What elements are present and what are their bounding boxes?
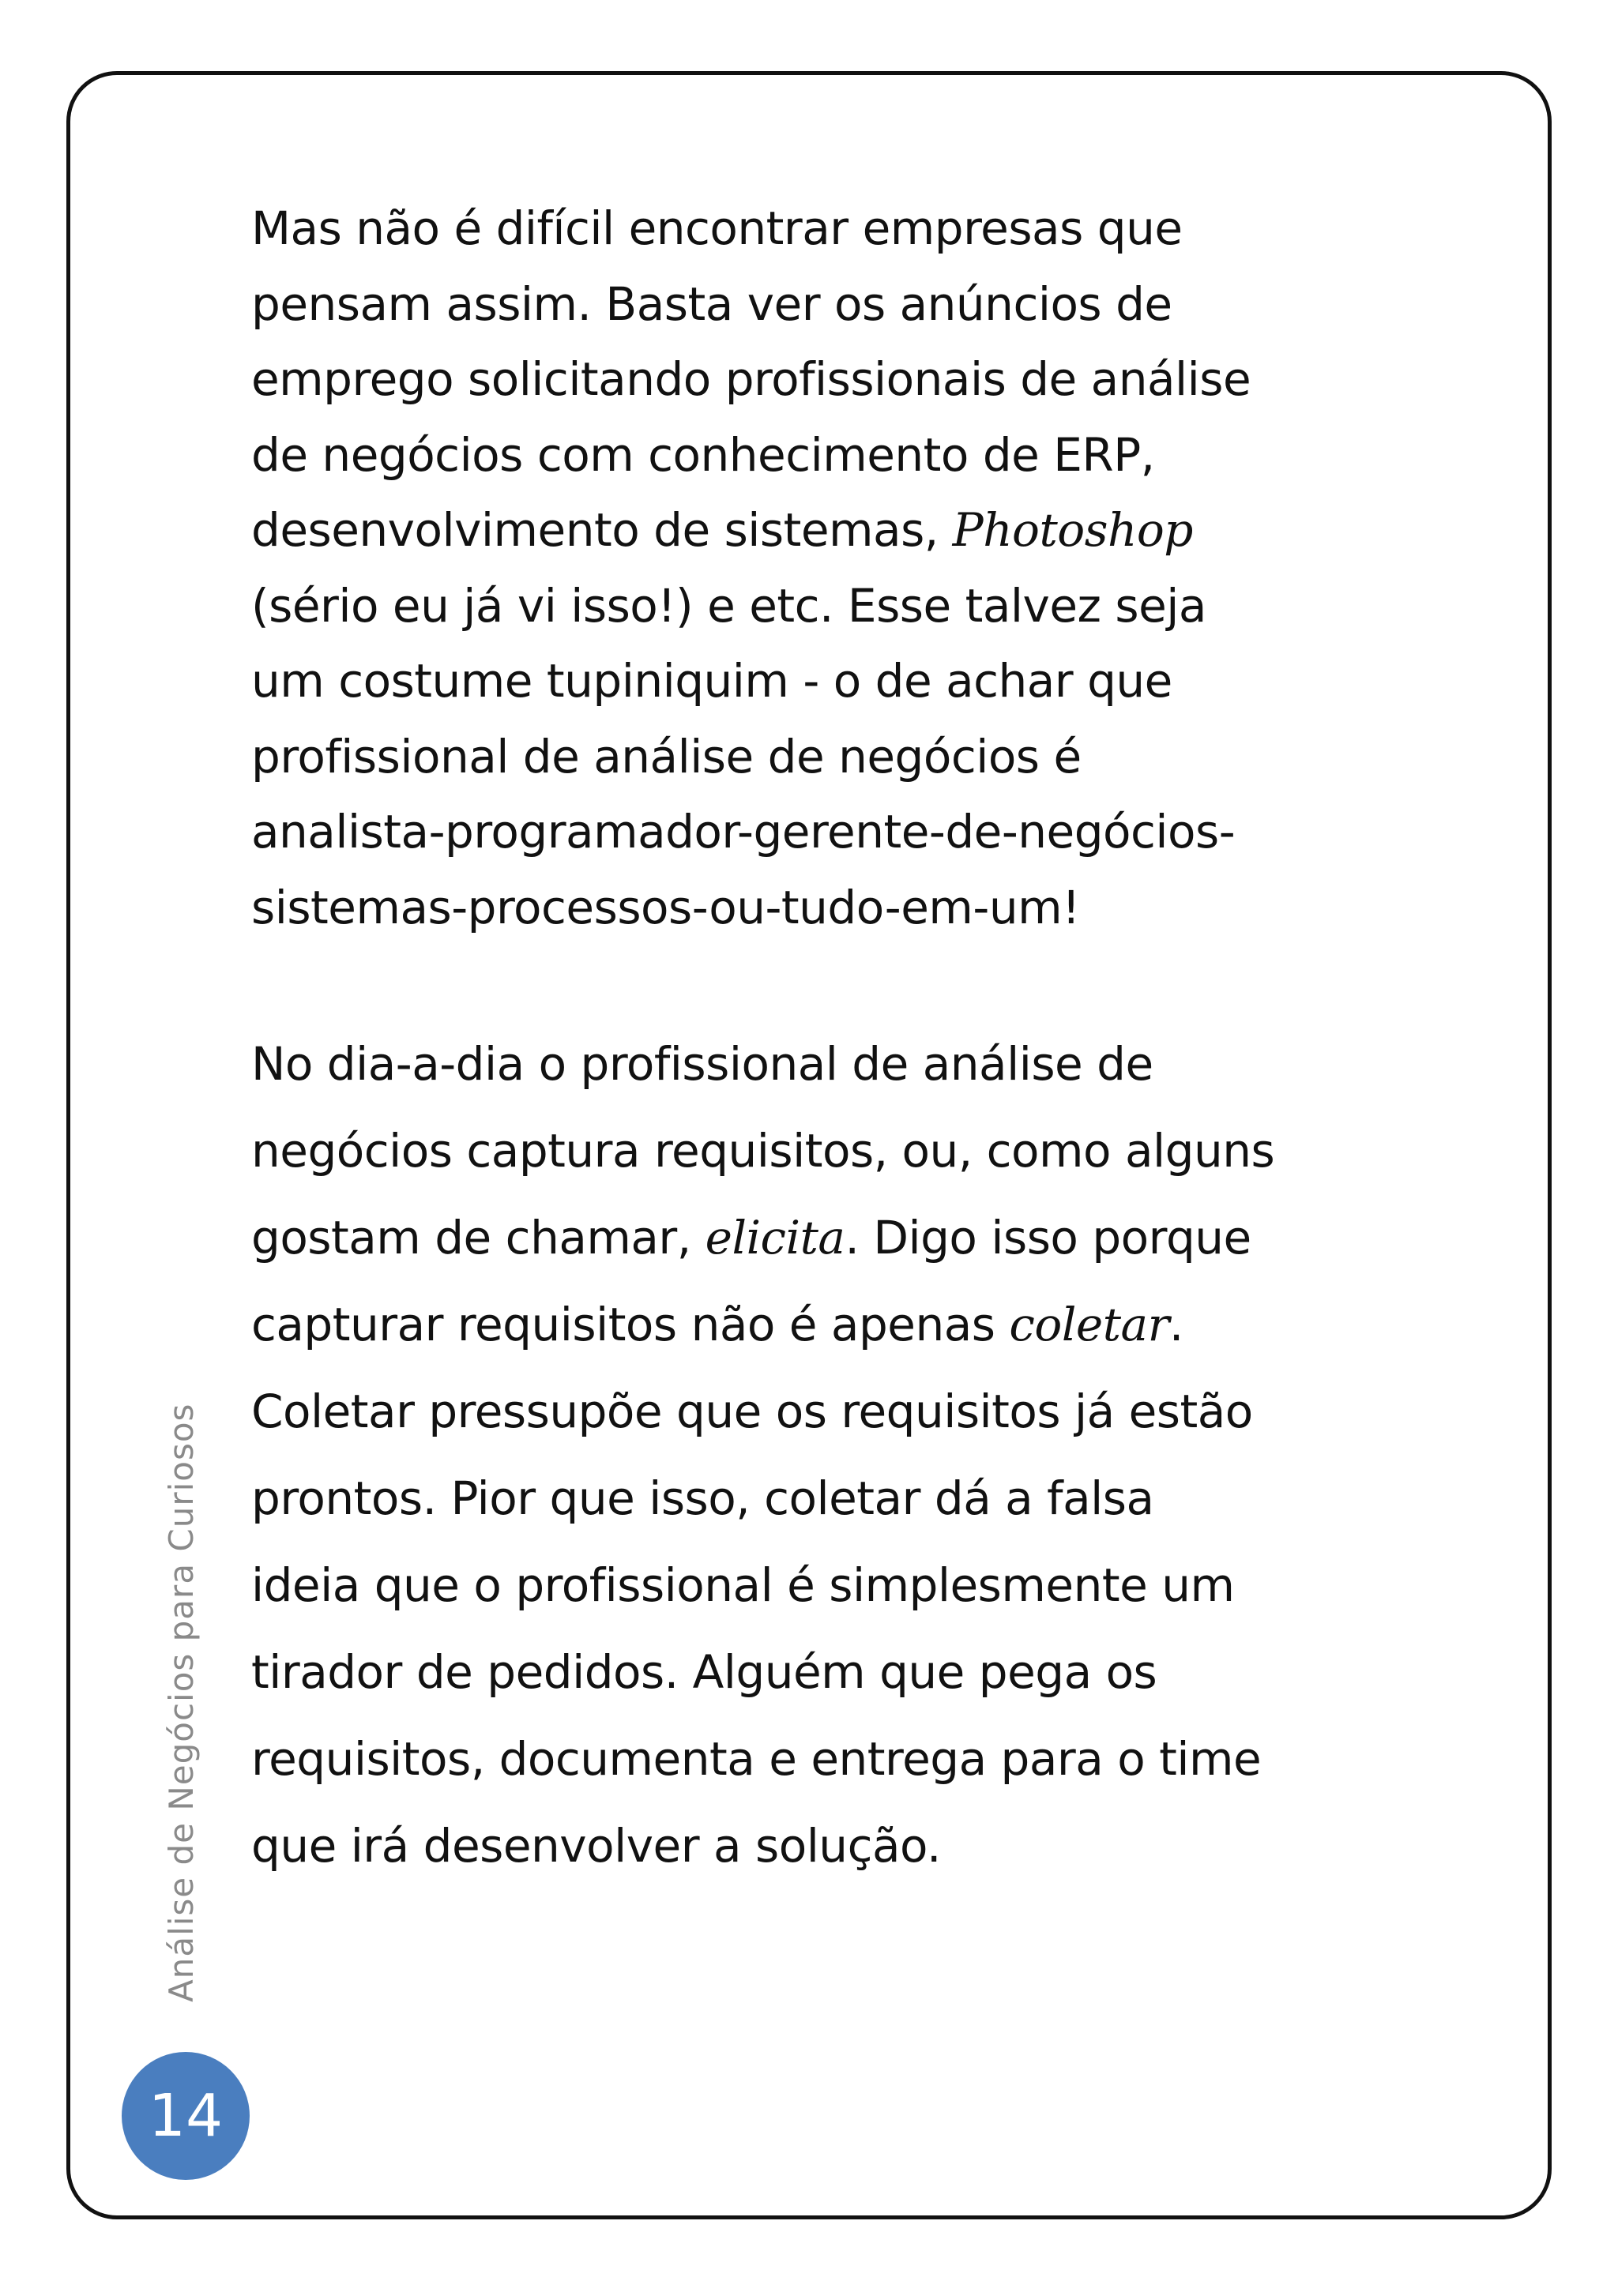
text-run: desenvolvimento de sistemas, [251,503,953,557]
text-line: que irá desenvolver a solução. [251,1819,941,1873]
emphasis-text: coletar [1009,1298,1169,1351]
text-line: um costume tupiniquim - o de achar que [251,654,1172,708]
text-run: . Digo isso porque [845,1211,1251,1264]
text-line: Mas não é difícil encontrar empresas que [251,201,1183,255]
text-line: tirador de pedidos. Alguém que pega os [251,1645,1157,1699]
running-title: Análise de Negócios para Curiosos [162,1403,201,2002]
text-line: profissional de análise de negócios é [251,729,1082,783]
paragraph-2 [251,1020,1452,1889]
text-run: capturar requisitos não é apenas [251,1298,1010,1351]
text-line: requisitos, documenta e entrega para o time [251,1732,1262,1786]
text-line: emprego solicitando profissionais de análise [251,352,1251,406]
text-line [251,1281,1452,1368]
text-line: sistemas-processos-ou-tudo-em-um! [251,880,1080,934]
text-run: gostam de chamar, [251,1211,706,1264]
paragraph-1 [251,191,1452,945]
page-number: 14 [148,2082,224,2150]
text-line: analista-programador-gerente-de-negócios- [251,805,1236,859]
page-number-badge [122,2052,250,2180]
emphasis-text: elicita [705,1211,845,1264]
emphasis-text: Photoshop [952,503,1193,557]
text-line [251,493,1452,569]
body-text [251,191,1452,1889]
text-line: No dia-a-dia o profissional de análise de [251,1037,1153,1091]
text-run: . [1168,1298,1183,1351]
text-line: de negócios com conhecimento de ERP, [251,427,1155,482]
text-line: negócios captura requisitos, ou, como alguns [251,1124,1275,1178]
text-line: pensam assim. Basta ver os anúncios de [251,276,1172,331]
text-line: Coletar pressupõe que os requisitos já estão [251,1385,1253,1438]
text-line [251,1194,1452,1281]
text-line: prontos. Pior que isso, coletar dá a falsa [251,1471,1154,1525]
text-line: (sério eu já vi isso!) e etc. Esse talvez seja [251,578,1206,633]
text-line: ideia que o profissional é simplesmente um [251,1558,1235,1612]
